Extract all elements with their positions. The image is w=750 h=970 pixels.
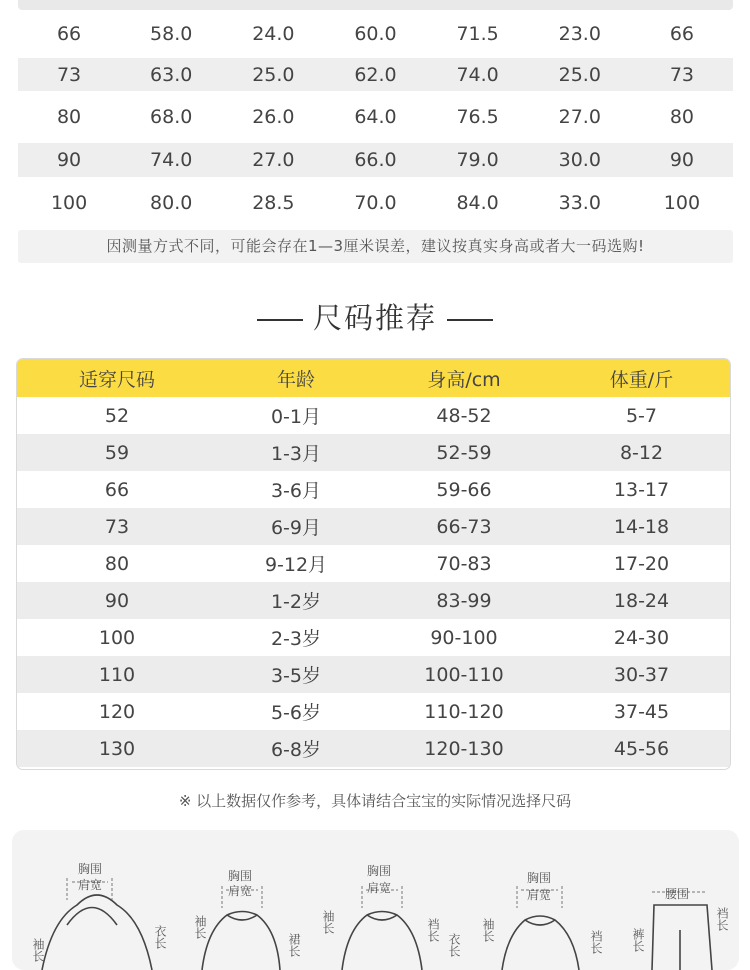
label-waist: 腰围	[665, 885, 689, 902]
label-shoulder: 肩宽	[78, 876, 102, 893]
cell-weight: 45-56	[553, 738, 730, 760]
table-row	[18, 177, 733, 228]
header-age: 年龄	[217, 365, 375, 392]
table-row	[18, 143, 733, 177]
header-size: 适穿尺码	[17, 365, 217, 392]
table-cell: 60.0	[324, 23, 426, 45]
table-cell: 62.0	[324, 64, 426, 86]
table-header	[17, 359, 730, 397]
table-cell: 66.0	[324, 149, 426, 171]
header-height: 身高/cm	[375, 365, 553, 392]
cell-size: 73	[17, 516, 217, 538]
bodysuit-outline	[502, 916, 579, 970]
measurement-illustration-panel	[12, 830, 739, 970]
cell-weight: 8-12	[553, 442, 730, 464]
cell-weight: 14-18	[553, 516, 730, 538]
table-row	[18, 10, 733, 58]
cell-age: 2-3岁	[217, 624, 375, 651]
table-cell: 25.0	[529, 64, 631, 86]
table-cell: 73	[631, 64, 733, 86]
label-skirt: 裙长	[286, 933, 303, 957]
table-cell: 80.0	[120, 192, 222, 214]
hooded-jacket-outline	[42, 895, 152, 970]
cell-weight: 18-24	[553, 590, 730, 612]
label-sleeve: 袖长	[320, 910, 337, 934]
cell-height: 110-120	[375, 701, 553, 723]
table-cell: 68.0	[120, 106, 222, 128]
table-cell: 100	[631, 192, 733, 214]
table-cell: 70.0	[324, 192, 426, 214]
cell-age: 5-6岁	[217, 698, 375, 725]
header-weight: 体重/斤	[553, 365, 730, 392]
table-row	[18, 58, 733, 91]
label-shoulder: 肩宽	[367, 879, 391, 896]
label-sleeve: 袖长	[480, 918, 497, 942]
measurement-error-note: 因测量方式不同，可能会存在1—3厘米误差，建议按真实身高或者大一码选购!	[18, 230, 733, 263]
cell-weight: 37-45	[553, 701, 730, 723]
table-row	[17, 508, 730, 545]
label-crotch: 裆长	[714, 907, 731, 931]
label-chest: 胸围	[527, 869, 551, 886]
table-cell: 80	[631, 106, 733, 128]
table-cell: 23.0	[529, 23, 631, 45]
table-row	[17, 693, 730, 730]
table-cell: 90	[631, 149, 733, 171]
table-row	[17, 397, 730, 434]
pants-outline	[652, 905, 712, 970]
cell-weight: 24-30	[553, 627, 730, 649]
table-cell: 27.0	[529, 106, 631, 128]
table-cell: 84.0	[427, 192, 529, 214]
label-chest: 胸围	[367, 862, 391, 879]
table-cell: 66	[18, 23, 120, 45]
cell-age: 3-5岁	[217, 661, 375, 688]
table-row	[17, 471, 730, 508]
table-row	[17, 545, 730, 582]
cell-size: 130	[17, 738, 217, 760]
cell-age: 0-1月	[217, 402, 375, 429]
label-crotch: 裆长	[588, 930, 605, 954]
cell-weight: 17-20	[553, 553, 730, 575]
table-cell: 25.0	[222, 64, 324, 86]
cell-size: 100	[17, 627, 217, 649]
table-row	[17, 619, 730, 656]
table-cell: 27.0	[222, 149, 324, 171]
section-title	[0, 296, 750, 337]
label-sleeve: 袖长	[192, 915, 209, 939]
table-cell: 90	[18, 149, 120, 171]
label-crotch: 裆长	[425, 918, 442, 942]
cell-height: 100-110	[375, 664, 553, 686]
section-title-text: 尺码推荐	[313, 301, 437, 335]
table-row	[17, 730, 730, 767]
table-cell: 28.5	[222, 192, 324, 214]
table-cell: 64.0	[324, 106, 426, 128]
size-recommendation-table	[16, 358, 731, 770]
cell-age: 3-6月	[217, 476, 375, 503]
table-cell: 24.0	[222, 23, 324, 45]
label-shoulder: 肩宽	[527, 886, 551, 903]
table-cell: 26.0	[222, 106, 324, 128]
cell-size: 59	[17, 442, 217, 464]
cell-size: 52	[17, 405, 217, 427]
cell-weight: 13-17	[553, 479, 730, 501]
label-sleeve: 袖长	[30, 938, 47, 962]
cell-size: 66	[17, 479, 217, 501]
cell-age: 1-2岁	[217, 587, 375, 614]
table-cell: 74.0	[427, 64, 529, 86]
table-cell: 73	[18, 64, 120, 86]
cell-height: 66-73	[375, 516, 553, 538]
table-row	[17, 656, 730, 693]
table-cell: 58.0	[120, 23, 222, 45]
cell-size: 110	[17, 664, 217, 686]
table-cell: 30.0	[529, 149, 631, 171]
label-length: 衣长	[446, 933, 463, 957]
cell-height: 52-59	[375, 442, 553, 464]
table-row	[18, 91, 733, 143]
table-row	[17, 434, 730, 471]
cell-height: 90-100	[375, 627, 553, 649]
cell-size: 80	[17, 553, 217, 575]
cell-age: 9-12月	[217, 550, 375, 577]
table-cell: 76.5	[427, 106, 529, 128]
cell-age: 6-8岁	[217, 735, 375, 762]
reference-note: ※ 以上数据仅作参考，具体请结合宝宝的实际情况选择尺码	[0, 790, 750, 811]
title-dash-left	[257, 319, 303, 321]
size-table-top	[18, 0, 733, 228]
label-chest: 胸围	[78, 860, 102, 877]
label-chest: 胸围	[228, 867, 252, 884]
cell-age: 1-3月	[217, 439, 375, 466]
table-cell: 79.0	[427, 149, 529, 171]
cell-height: 120-130	[375, 738, 553, 760]
cell-height: 48-52	[375, 405, 553, 427]
table-cell: 33.0	[529, 192, 631, 214]
cell-height: 70-83	[375, 553, 553, 575]
table-cell: 74.0	[120, 149, 222, 171]
cell-size: 120	[17, 701, 217, 723]
cell-height: 83-99	[375, 590, 553, 612]
cell-age: 6-9月	[217, 513, 375, 540]
table-row	[17, 582, 730, 619]
cell-weight: 5-7	[553, 405, 730, 427]
title-dash-right	[447, 319, 493, 321]
table-cell: 66	[631, 23, 733, 45]
table-cell: 80	[18, 106, 120, 128]
cell-height: 59-66	[375, 479, 553, 501]
cell-size: 90	[17, 590, 217, 612]
table-cell: 100	[18, 192, 120, 214]
cell-weight: 30-37	[553, 664, 730, 686]
size-table-header-cropped	[18, 0, 733, 10]
label-shoulder: 肩宽	[228, 882, 252, 899]
table-cell: 63.0	[120, 64, 222, 86]
table-cell: 71.5	[427, 23, 529, 45]
label-pants: 裤长	[630, 928, 647, 952]
label-length: 衣长	[152, 925, 169, 949]
